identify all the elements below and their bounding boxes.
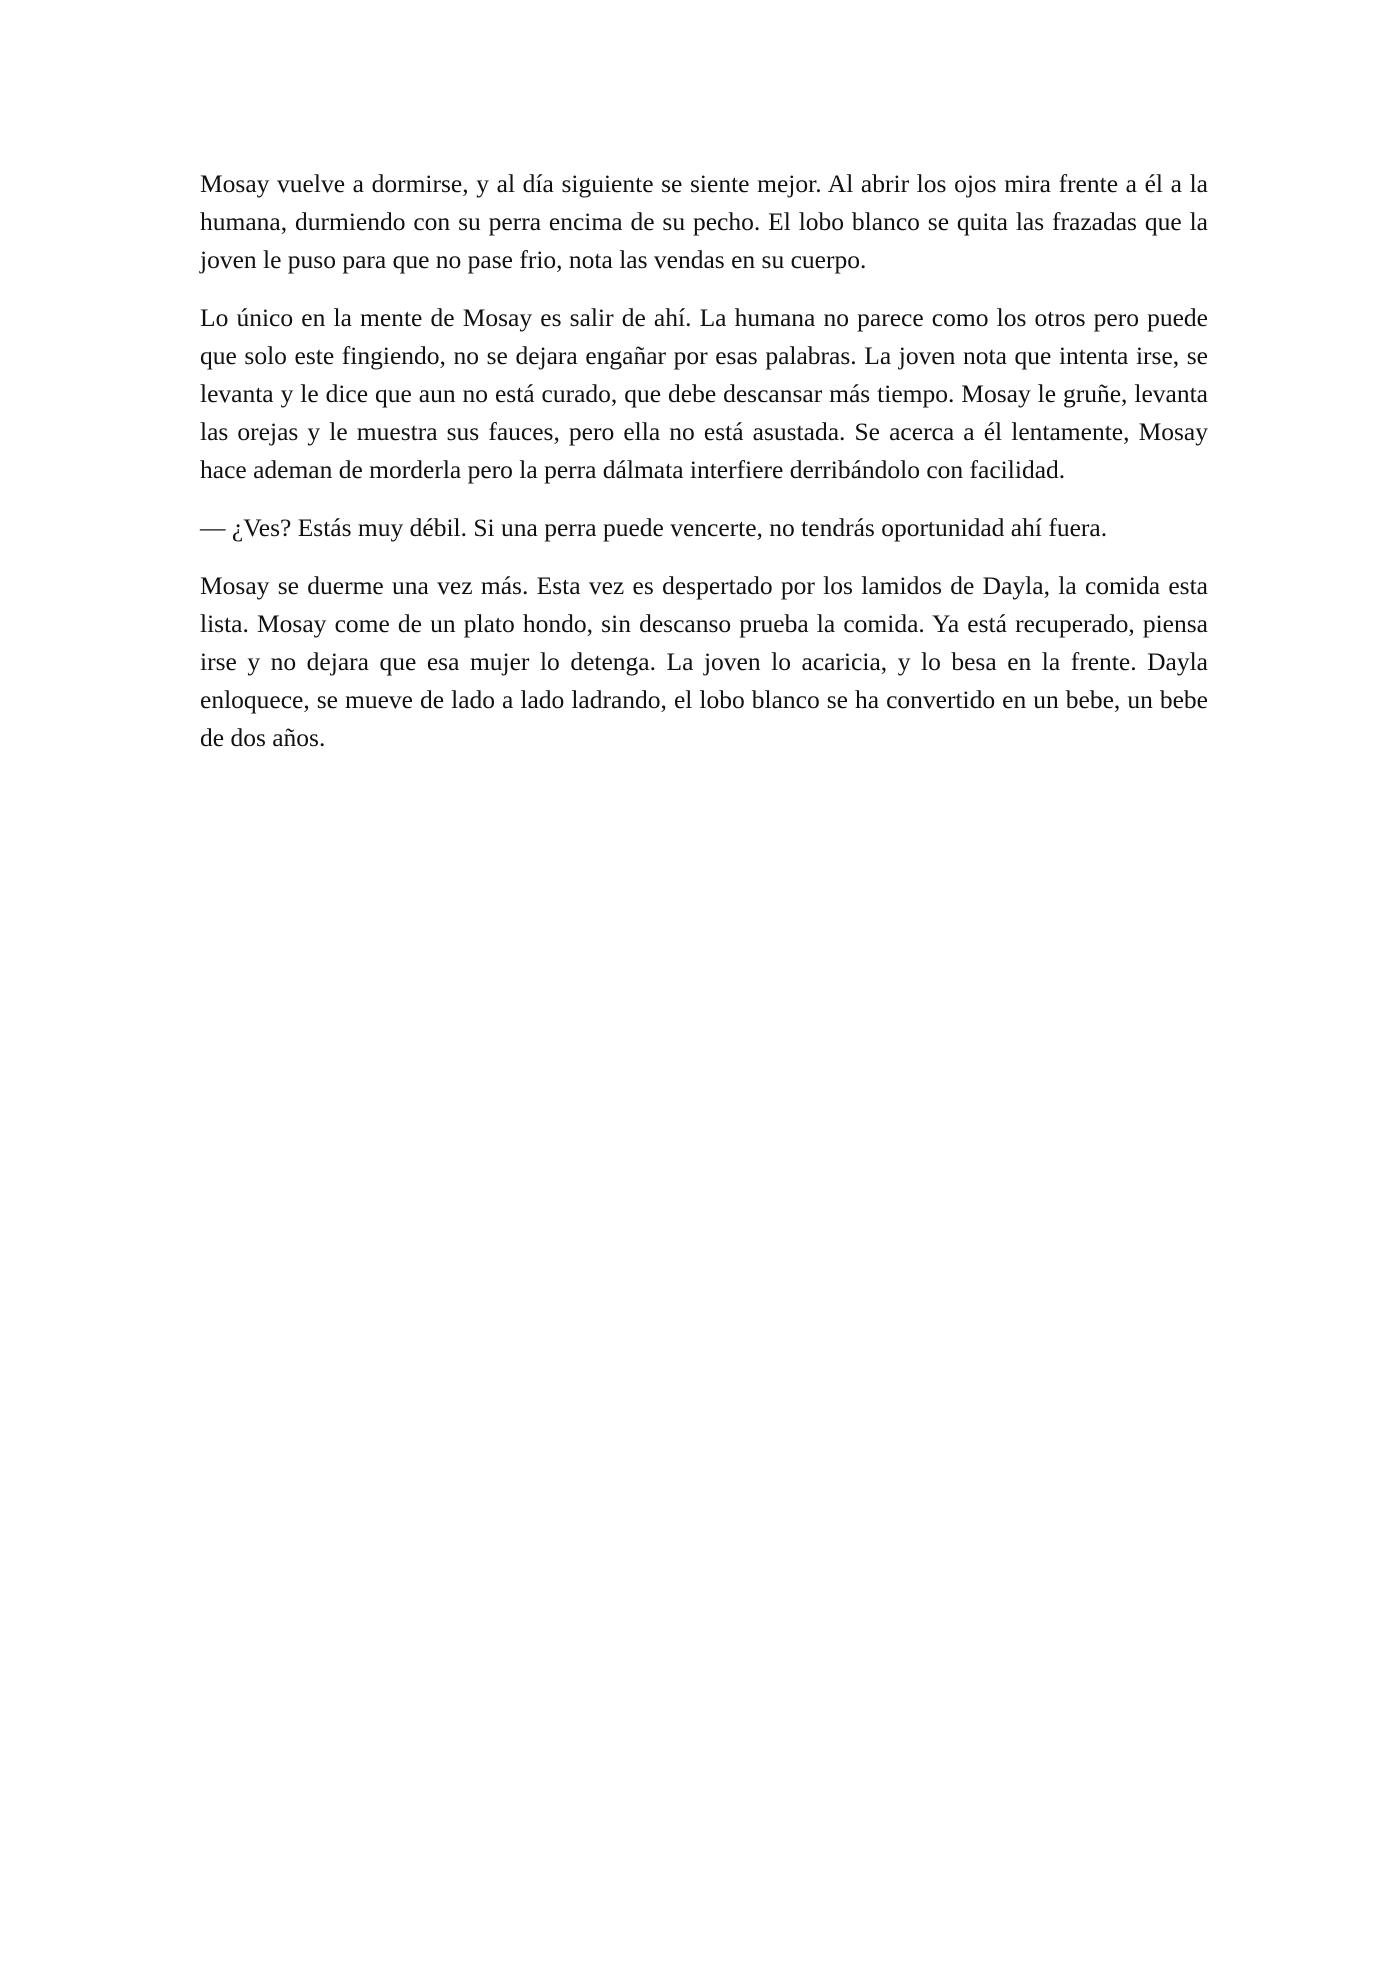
paragraph-1: Mosay vuelve a dormirse, y al día siguiente se siente mejor. Al abrir los ojos mira frente a él a la humana, durmiendo con su perra encima de su pecho. El lobo blanco se quita las frazadas que la joven le puso para que no pase frio, nota las vendas en su cuerpo.: [200, 169, 1208, 274]
body-text: [200, 165, 1208, 777]
paragraph-4: Mosay se duerme una vez más. Esta vez es despertado por los lamidos de Dayla, la comida esta lista. Mosay come de un plato hondo, sin descanso prueba la comida. Ya está recuperado, piensa irse y no dejara que esa mujer lo detenga. La joven lo acaricia, y lo besa en la frente. Dayla enloquece, se mueve de lado a lado ladrando, el lobo blanco se ha convertido en un bebe, un bebe de dos años.: [200, 571, 1208, 752]
paragraph-2: Lo único en la mente de Mosay es salir de ahí. La humana no parece como los otros pero puede que solo este fingiendo, no se dejara engañar por esas palabras. La joven nota que intenta irse, se levanta y le dice que aun no está curado, que debe descansar más tiempo. Mosay le gruñe, levanta las orejas y le muestra sus fauces, pero ella no está asustada. Se acerca a él lentamente, Mosay hace ademan de morderla pero la perra dálmata interfiere derribándolo con facilidad.: [200, 303, 1208, 484]
dialogue-paragraph: — ¿Ves? Estás muy débil. Si una perra puede vencerte, no tendrás oportunidad ahí fuera.: [200, 513, 1108, 542]
